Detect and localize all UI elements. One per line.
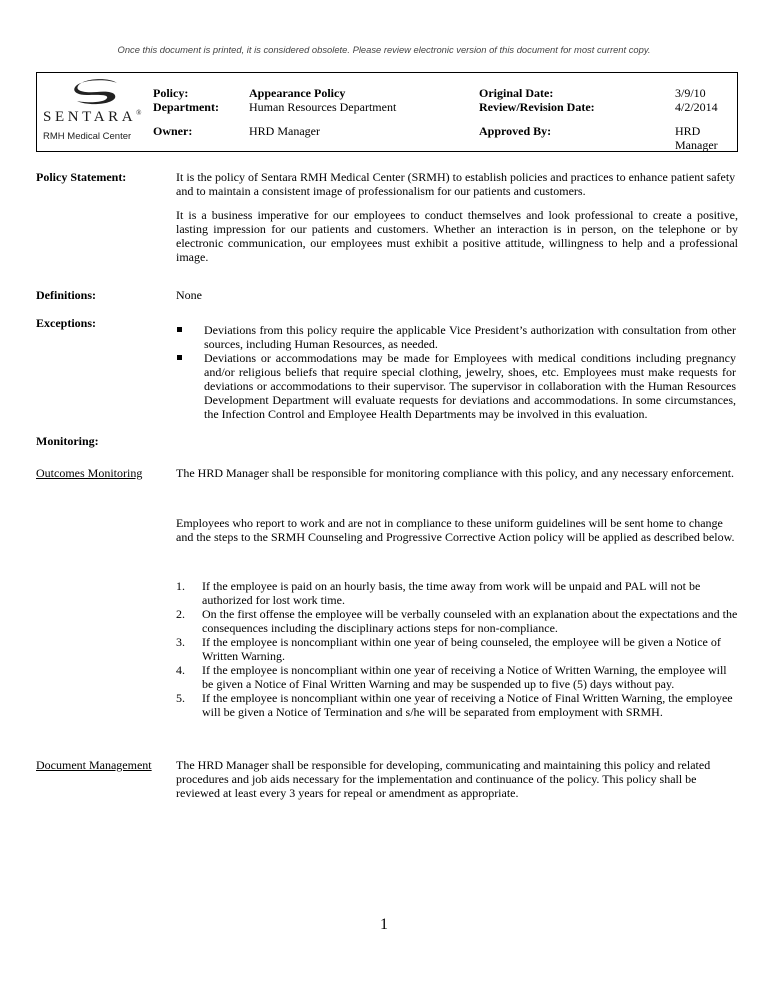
outcomes-paragraph-1: The HRD Manager shall be responsible for monitoring compliance with this policy, and any necessary enforcement. (176, 466, 735, 480)
step-number: 2. (176, 607, 185, 621)
review-date-label: Review/Revision Date: (479, 100, 595, 114)
outcomes-monitoring-label: Outcomes Monitoring (36, 466, 143, 480)
sentara-logo (43, 79, 155, 145)
logo-wordmark (43, 109, 155, 126)
logo-name: SENTARA (43, 109, 137, 125)
definitions-label: Definitions: (36, 288, 96, 302)
original-date-label: Original Date: (479, 86, 554, 100)
list-item (176, 579, 738, 607)
logo-subtitle: RMH Medical Center (43, 131, 132, 142)
corrective-action-steps (176, 579, 738, 719)
step-text: On the first offense the employee will be verbally counseled with an explanation about the expectations and the consequences including the disciplinary actions steps for non-compliance. (202, 607, 738, 635)
policy-label: Policy: (153, 86, 189, 100)
exception-text: Deviations from this policy require the applicable Vice President’s authorization with consultation from other sources, including Human Resources, as needed. (204, 323, 736, 351)
printed-copy-notice: Once this document is printed, it is considered obsolete. Please review electronic version of this document for most current copy. (117, 44, 651, 55)
policy-statement-paragraph-1: It is the policy of Sentara RMH Medical Center (SRMH) to establish policies and practices to enhance patient safety and to maintain a consistent image of professionalism for our patients and customers. (176, 170, 736, 198)
list-item (176, 607, 738, 635)
policy-value: Appearance Policy (249, 86, 346, 100)
step-text: If the employee is noncompliant within one year of receiving a Notice of Final Written Warning, the employee will be given a Notice of Termination and s/he will be separated from employment with SRMH. (202, 691, 733, 719)
approved-by-value-line1: HRD (675, 124, 701, 138)
list-item (176, 663, 738, 691)
step-number: 3. (176, 635, 185, 649)
document-management-paragraph: The HRD Manager shall be responsible for developing, communicating and maintaining this policy and related procedures and job aids necessary for the implementation and continuance of the policy. This policy shall be reviewed at least every 3 years for repeal or amendment as appropriate. (176, 758, 711, 800)
step-number: 1. (176, 579, 185, 593)
list-item (176, 323, 736, 351)
definitions-value: None (176, 288, 202, 302)
department-label: Department: (153, 100, 219, 114)
registered-mark: ® (136, 109, 142, 117)
list-item (176, 635, 738, 663)
list-item (176, 351, 736, 421)
step-text: If the employee is noncompliant within one year of receiving a Notice of Written Warning, the employee will be given a Notice of Final Written Warning and may be suspended up to five (5) days without pay. (202, 663, 727, 691)
owner-value: HRD Manager (249, 124, 320, 138)
policy-statement-label: Policy Statement: (36, 170, 127, 184)
department-value: Human Resources Department (249, 100, 397, 114)
review-date-value: 4/2/2014 (675, 100, 718, 114)
list-item (176, 691, 738, 719)
page-number: 1 (380, 916, 388, 933)
policy-header-box (36, 72, 738, 152)
policy-statement-paragraph-2: It is a business imperative for our employees to conduct themselves and look professional to create a positive, lasting impression for our patients and customers. Whether an interaction is in person, on the telephone or by electronic communication, our employees must exhibit a positive attitude, willingness to help and a professional image. (176, 208, 738, 264)
approved-by-label: Approved By: (479, 124, 552, 138)
sentara-swirl-icon (73, 79, 121, 105)
exceptions-list (176, 323, 736, 421)
original-date-value: 3/9/10 (675, 86, 706, 100)
monitoring-label: Monitoring: (36, 434, 99, 448)
owner-label: Owner: (153, 124, 193, 138)
exception-text: Deviations or accommodations may be made for Employees with medical conditions including pregnancy and/or religious beliefs that require special clothing, jewelry, shoes, etc. Employees must make requests for deviations or accommodations to their supervisor. The supervisor in collaboration with the Human Resources Development Department will evaluate requests for deviations and accommodations. In some circumstances, the Infection Control and Employee Health Departments may be involved in this evaluation. (204, 351, 736, 421)
document-management-label: Document Management (36, 758, 152, 772)
step-number: 5. (176, 691, 185, 705)
outcomes-paragraph-2: Employees who report to work and are not in compliance to these uniform guidelines will be sent home to change and the steps to the SRMH Counseling and Progressive Corrective Action policy will be applied as described below. (176, 516, 735, 544)
step-text: If the employee is paid on an hourly basis, the time away from work will be unpaid and PAL will not be authorized for lost work time. (202, 579, 701, 607)
step-number: 4. (176, 663, 185, 677)
approved-by-value-line2: Manager (675, 138, 718, 152)
step-text: If the employee is noncompliant within one year of being counseled, the employee will be given a Notice of Written Warning. (202, 635, 721, 663)
exceptions-label: Exceptions: (36, 316, 96, 330)
